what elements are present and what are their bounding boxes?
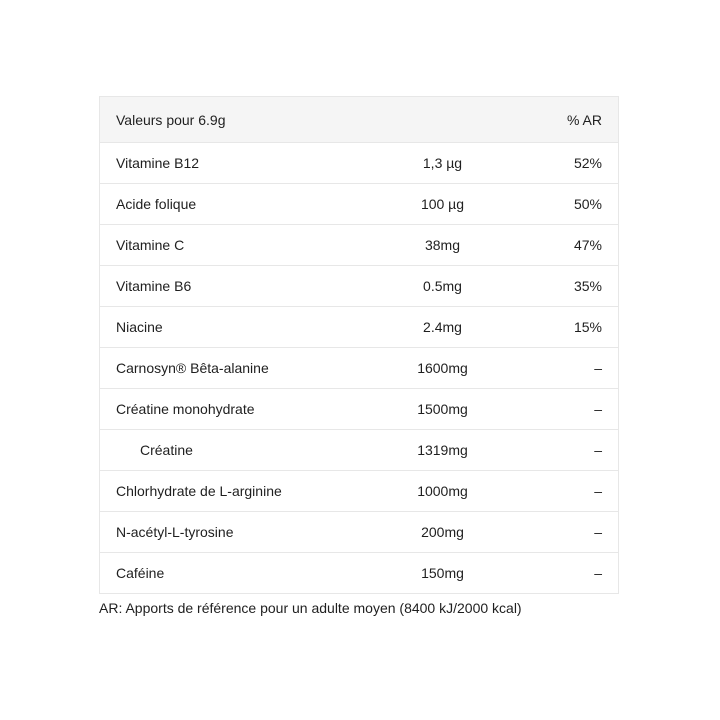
nutrient-ar: 47% [497, 225, 619, 266]
footnote-label: AR: [99, 600, 123, 616]
nutrient-amount: 1,3 µg [389, 143, 497, 184]
nutrient-amount: 1500mg [389, 389, 497, 430]
header-amount [389, 97, 497, 143]
nutrient-name: Carnosyn® Bêta-alanine [100, 348, 389, 389]
table-row [100, 184, 619, 225]
header-label: Valeurs pour 6.9g [100, 97, 389, 143]
table-row [100, 143, 619, 184]
nutrient-name: Chlorhydrate de L-arginine [100, 471, 389, 512]
table-row [100, 553, 619, 594]
nutrient-name: Caféine [116, 565, 165, 581]
nutrient-amount: 1000mg [389, 471, 497, 512]
table-row [100, 430, 619, 471]
nutrient-name: Vitamine C [100, 225, 389, 266]
nutrient-amount: 200mg [389, 512, 497, 553]
nutrient-ar: – [497, 430, 619, 471]
nutrient-name: Vitamine B12 [100, 143, 389, 184]
nutrient-subname: Créatine [100, 430, 389, 471]
nutrient-ar: 50% [497, 184, 619, 225]
nutrient-ar: – [497, 389, 619, 430]
nutrient-amount: 1600mg [389, 348, 497, 389]
nutrient-amount: 1319mg [389, 430, 497, 471]
table-row [100, 348, 619, 389]
nutrient-name: Acide folique [100, 184, 389, 225]
nutrient-amount: 100 µg [389, 184, 497, 225]
nutrient-amount: 0.5mg [389, 266, 497, 307]
nutrient-name: Créatine monohydrate [100, 389, 389, 430]
nutrient-name: N-acétyl-L-tyrosine [100, 512, 389, 553]
table-row [100, 307, 619, 348]
footnote [99, 600, 522, 616]
nutrient-ar: – [497, 471, 619, 512]
table-row [100, 471, 619, 512]
nutrient-ar: 52% [497, 143, 619, 184]
nutrient-ar: – [497, 348, 619, 389]
nutrition-table [99, 96, 619, 594]
nutrient-amount: 150mg [421, 565, 464, 581]
header-ar: % AR [497, 97, 619, 143]
nutrient-amount: 2.4mg [389, 307, 497, 348]
nutrient-ar: 15% [497, 307, 619, 348]
nutrient-ar: 35% [497, 266, 619, 307]
nutrient-amount: 38mg [389, 225, 497, 266]
footnote-text: Apports de référence pour un adulte moyen (8400 kJ/2000 kcal) [122, 600, 522, 616]
table-row [100, 389, 619, 430]
nutrient-name: Niacine [100, 307, 389, 348]
table-header-row [100, 97, 619, 143]
nutrient-ar: – [497, 512, 619, 553]
table-row [100, 225, 619, 266]
table-row [100, 512, 619, 553]
table-row [100, 266, 619, 307]
nutrient-name: Vitamine B6 [100, 266, 389, 307]
nutrient-ar: – [594, 565, 602, 581]
